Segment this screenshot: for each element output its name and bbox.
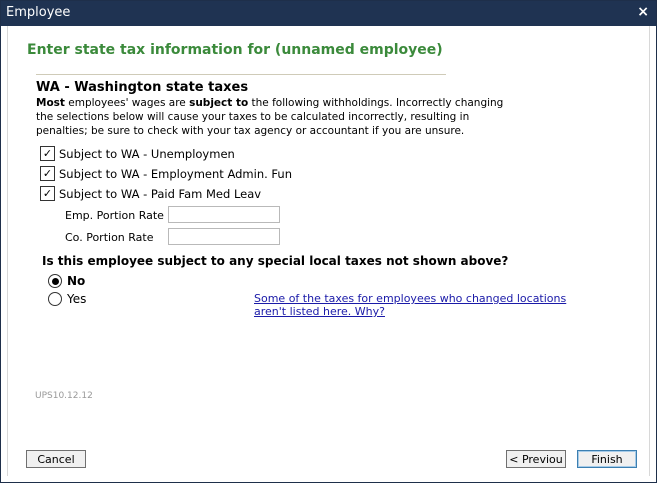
local-taxes-question: Is this employee subject to any special local taxes not shown above? bbox=[42, 254, 509, 268]
desc-bold-subject-to: subject to bbox=[189, 97, 249, 109]
radio-no[interactable] bbox=[48, 274, 62, 288]
check-icon: ✓ bbox=[42, 147, 53, 160]
radio-yes[interactable] bbox=[48, 292, 62, 306]
checkbox-row-employment-admin[interactable] bbox=[40, 166, 292, 181]
radio-row-no[interactable] bbox=[48, 274, 85, 288]
checkbox-unemployment[interactable] bbox=[40, 146, 55, 161]
changed-locations-help-link[interactable]: Some of the taxes for employees who changed locations aren't listed here. Why? bbox=[254, 292, 567, 318]
desc-text-2: the following withholdings. Incorrectly changing the selections below will cause your taxes to be calculated incorrectly, resulting in penalties; be sure to check with your tax agency or accountant if you are unsure. bbox=[36, 97, 504, 137]
co-portion-rate-label: Co. Portion Rate bbox=[65, 231, 154, 244]
check-icon: ✓ bbox=[42, 167, 53, 180]
description-text bbox=[36, 96, 511, 138]
title-bar bbox=[1, 1, 656, 26]
cancel-button[interactable]: Cancel bbox=[26, 450, 86, 468]
checkbox-label-paid-fam-med-leave: Subject to WA - Paid Fam Med Leav bbox=[59, 186, 262, 201]
emp-portion-rate-label: Emp. Portion Rate bbox=[65, 209, 164, 222]
version-label: UPS10.12.12 bbox=[35, 391, 93, 401]
page-heading: Enter state tax information for (unnamed employee) bbox=[27, 42, 443, 58]
co-portion-rate-input[interactable] bbox=[168, 228, 280, 245]
checkbox-row-unemployment[interactable] bbox=[40, 146, 235, 161]
dialog-content bbox=[7, 26, 650, 476]
previous-button[interactable]: < Previou bbox=[506, 450, 566, 468]
close-icon[interactable]: × bbox=[637, 4, 649, 20]
check-icon: ✓ bbox=[42, 187, 53, 200]
emp-portion-rate-input[interactable] bbox=[168, 206, 280, 223]
radio-selected-dot bbox=[52, 278, 59, 285]
desc-bold-most: Most bbox=[36, 97, 65, 109]
window-title: Employee bbox=[6, 5, 71, 20]
checkbox-row-paid-fam-med-leave[interactable] bbox=[40, 186, 261, 201]
checkbox-label-employment-admin: Subject to WA - Employment Admin. Fun bbox=[59, 166, 292, 181]
finish-button[interactable]: Finish bbox=[577, 450, 637, 468]
checkbox-label-unemployment: Subject to WA - Unemploymen bbox=[59, 146, 235, 161]
radio-label-yes: Yes bbox=[67, 292, 87, 306]
radio-label-no: No bbox=[67, 274, 86, 288]
checkbox-employment-admin[interactable] bbox=[40, 166, 55, 181]
divider bbox=[36, 74, 446, 75]
radio-row-yes[interactable] bbox=[48, 292, 86, 306]
checkbox-paid-fam-med-leave[interactable] bbox=[40, 186, 55, 201]
desc-text-1: employees' wages are bbox=[64, 97, 190, 109]
section-title: WA - Washington state taxes bbox=[36, 80, 249, 95]
